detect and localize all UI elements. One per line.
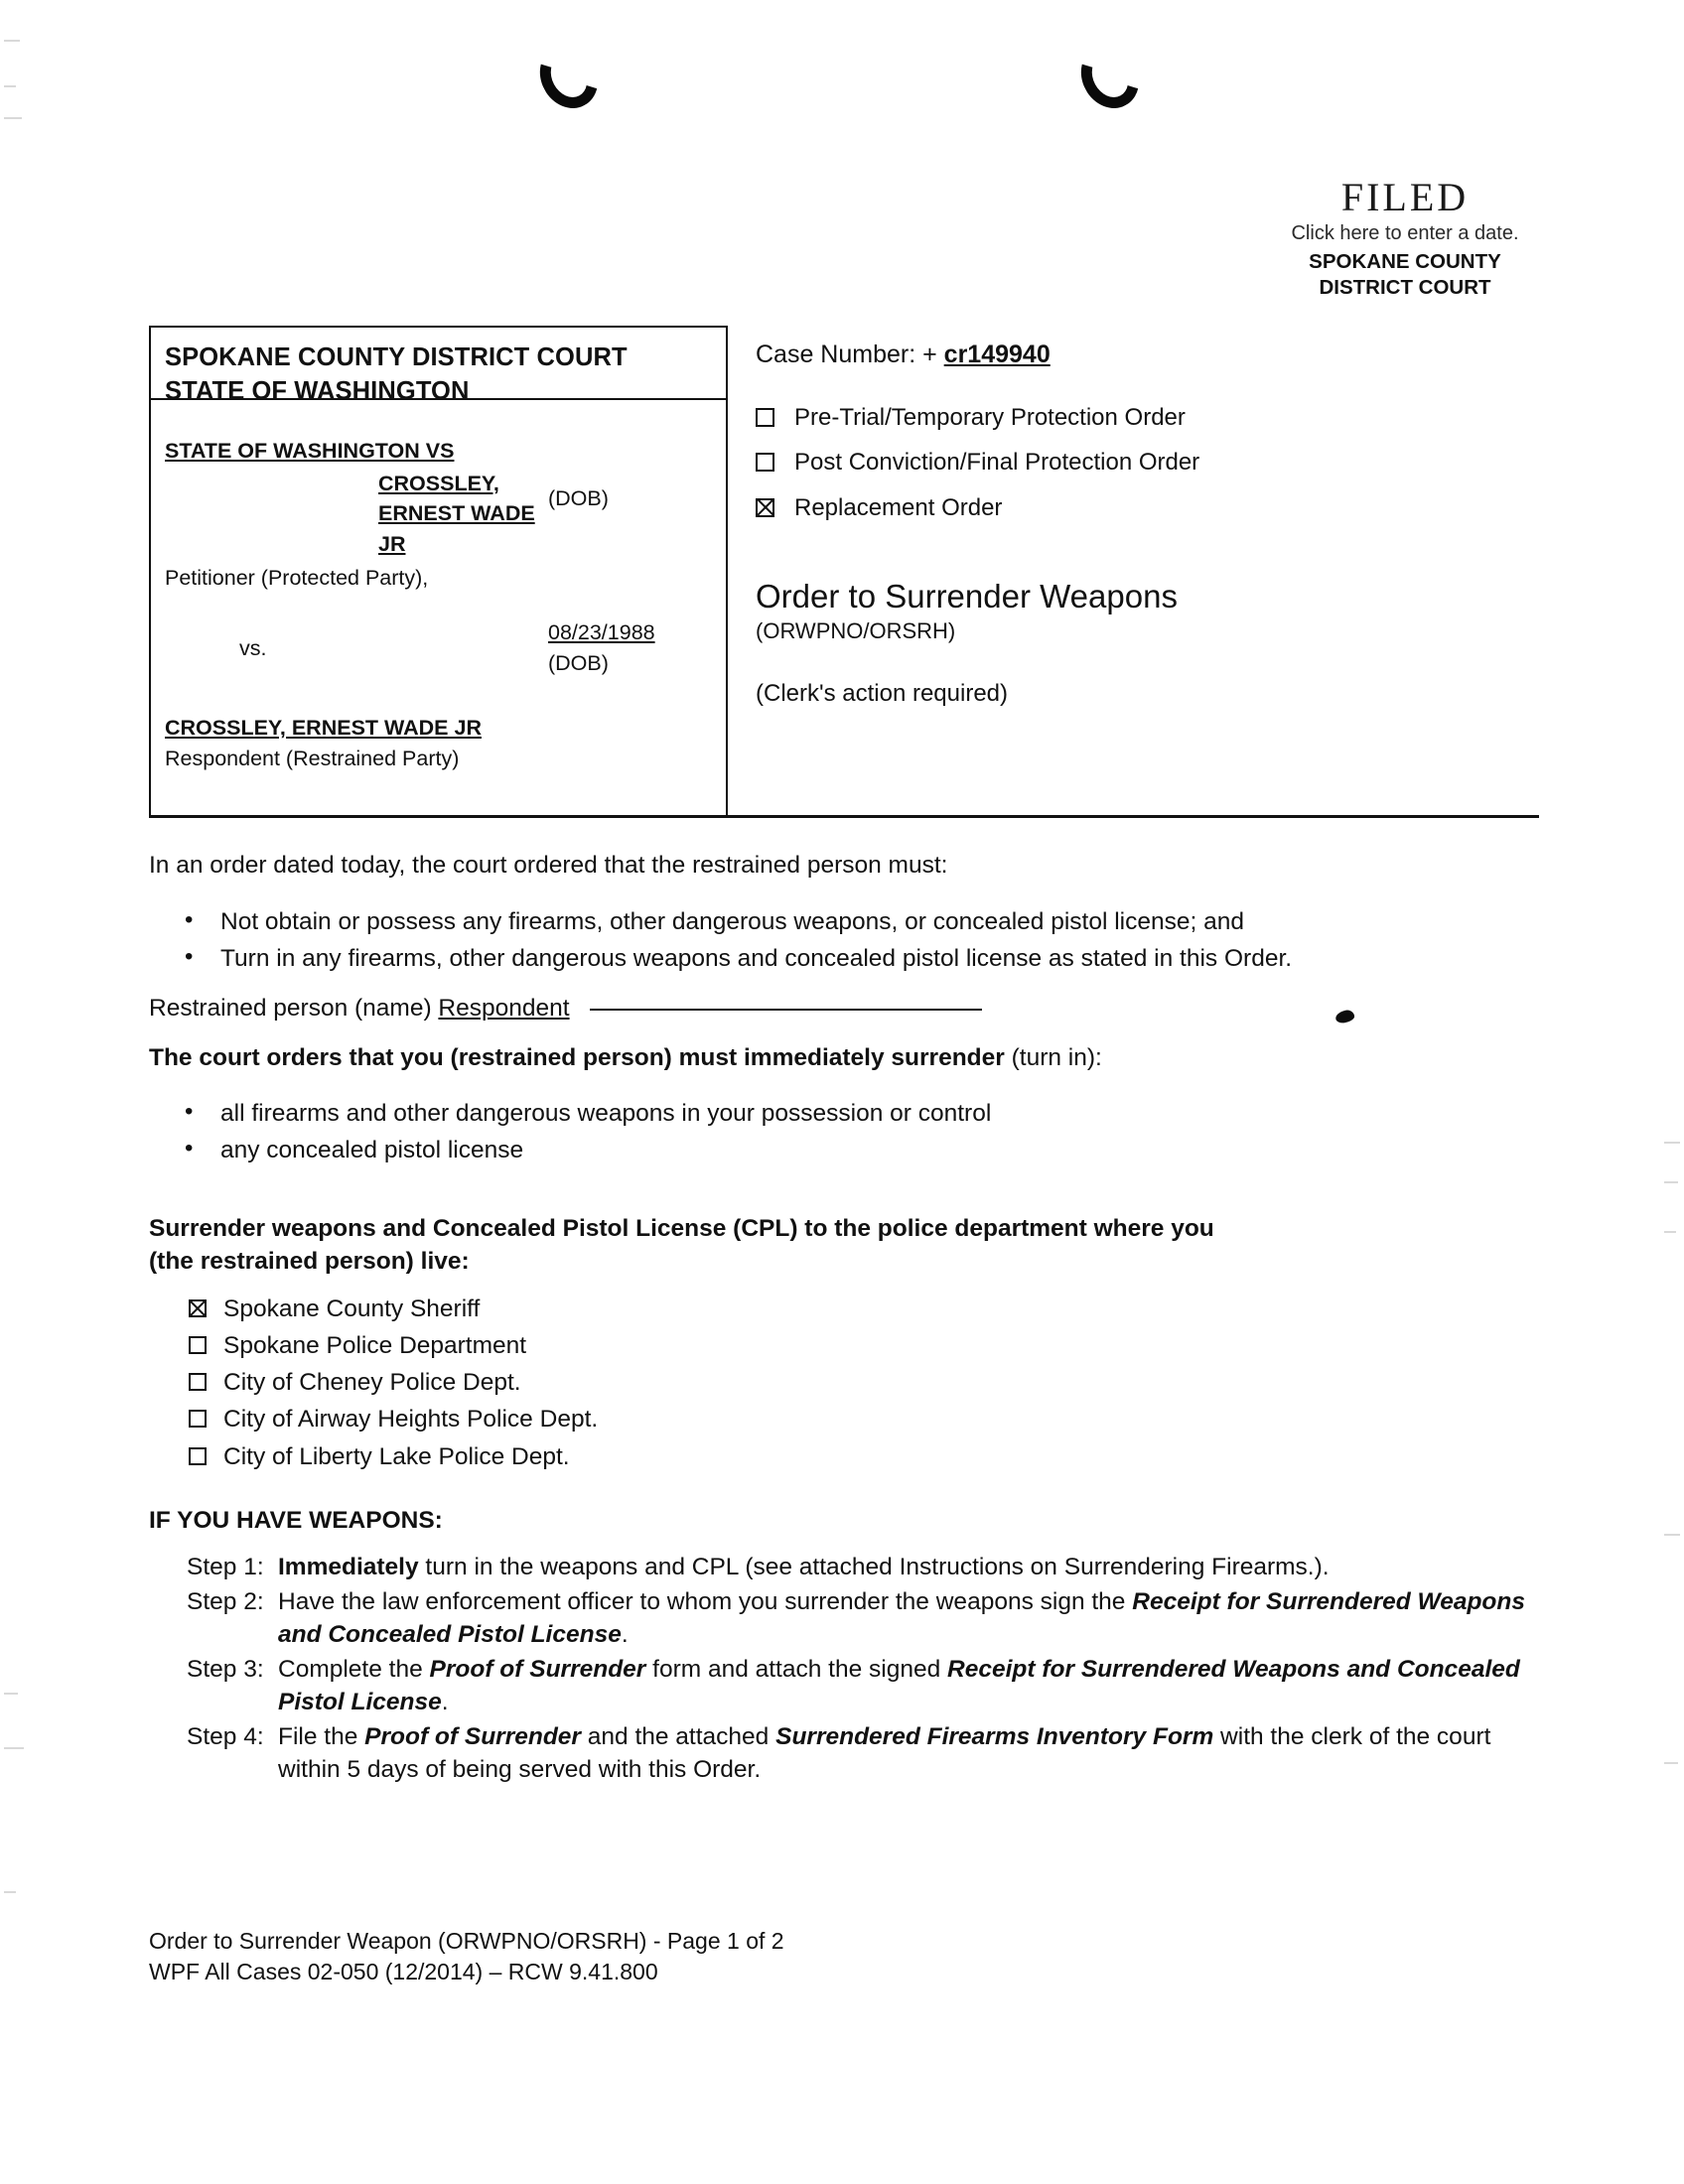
court-title-line1: SPOKANE COUNTY DISTRICT COURT [165,343,628,371]
department-option-liberty-lake-police-dept[interactable] [189,1438,1559,1475]
checkbox-unchecked-icon[interactable] [756,453,774,472]
step-part: Receipt for Surrendered Weapons and Concealed Pistol License [278,1588,1525,1649]
scan-edge-speck [1664,1762,1678,1764]
department-option-spokane-police-department[interactable] [189,1327,1559,1364]
order-type-label: Pre-Trial/Temporary Protection Order [794,404,1186,431]
petitioner-dob-label: (DOB) [548,486,609,510]
step-part: Have the law enforcement officer to whom you surrender the weapons sign the [278,1588,1133,1615]
court-title-line2: STATE OF WASHINGTON [165,376,470,405]
step-text [278,1551,1559,1583]
petitioner-header: STATE OF WASHINGTON VS [165,439,455,463]
order-type-option-pretrial[interactable] [756,399,1539,437]
restrained-person-label: Restrained person (name) [149,995,432,1023]
step-label: Step 2: [187,1588,264,1615]
department-heading [149,1212,1559,1279]
department-heading-line2: (the restrained person) live: [149,1248,470,1276]
step-part: Complete the [278,1656,430,1684]
list-item: • all firearms and other dangerous weapons in your possession or control [149,1097,1559,1131]
petitioner-name-line: ERNEST WADE [378,501,535,526]
step-part: and the attached [580,1723,776,1751]
scan-edge-speck [4,1747,24,1749]
step-text [278,1720,1559,1786]
step-row [187,1720,1559,1786]
court-title-block [151,328,726,405]
step-row [187,1585,1559,1651]
steps-list [187,1551,1559,1786]
step-part: Immediately [278,1553,419,1580]
petitioner-name-line: CROSSLEY, [378,471,499,495]
caption-right-cell [728,326,1539,817]
document-title: Order to Surrender Weapons [756,578,1178,615]
scan-edge-speck [4,40,20,42]
scan-edge-speck [1664,1534,1680,1536]
checkbox-unchecked-icon[interactable] [189,1447,207,1465]
page-footer [149,1926,784,1987]
checkbox-unchecked-icon[interactable] [189,1336,207,1354]
case-number-value[interactable]: cr149940 [943,341,1051,368]
checkbox-unchecked-icon[interactable] [189,1373,207,1391]
filed-label: FILED [1340,175,1470,219]
list-item: • Not obtain or possess any firearms, other dangerous weapons, or concealed pistol license; and [149,905,1559,939]
surrender-directive-bold: The court orders that you (restrained person) must immediately surrender [149,1044,1005,1072]
step-label: Step 1: [187,1553,264,1580]
restrained-person-line [149,995,1559,1023]
filed-stamp-block [1201,177,1609,301]
surrender-directive-regular: (turn in): [1004,1044,1102,1072]
list-item: • any concealed pistol license [149,1134,1559,1167]
scan-edge-speck [4,117,22,119]
respondent-dob-block [548,617,655,678]
checkbox-unchecked-icon[interactable] [189,1410,207,1428]
department-option-cheney-police-dept[interactable] [189,1364,1559,1401]
step-label: Step 4: [187,1723,264,1751]
department-label: City of Cheney Police Dept. [223,1369,521,1397]
footer-line1: Order to Surrender Weapon (ORWPNO/ORSRH) - Page 1 of 2 [149,1928,784,1954]
department-heading-line1: Surrender weapons and Concealed Pistol License (CPL) to the police department where you [149,1215,1214,1243]
scan-edge-speck [1664,1231,1676,1233]
weapons-section-heading: IF YOU HAVE WEAPONS: [149,1506,443,1534]
step-part: Proof of Surrender [364,1723,581,1751]
step-row [187,1551,1559,1583]
step-part: Receipt for Surrendered Weapons and Concealed Pistol License [278,1656,1520,1716]
document-body [149,849,1559,1788]
parties-block [151,400,726,773]
case-number-label: Case Number: + [756,341,937,368]
document-code: (ORWPNO/ORSRH) [756,618,956,644]
footer-line2: WPF All Cases 02-050 (12/2014) – RCW 9.41.800 [149,1959,658,1985]
step-part: turn in the weapons and CPL (see attached Instructions on Surrendering Firearms.). [418,1553,1330,1580]
respondent-dob-label: (DOB) [548,650,609,675]
checkbox-checked-icon[interactable] [756,498,774,517]
step-label: Step 3: [187,1656,264,1684]
checkbox-unchecked-icon[interactable] [756,408,774,427]
step-part: Proof of Surrender [429,1656,646,1684]
petitioner-name-line: JR [378,531,406,556]
department-option-spokane-county-sheriff[interactable] [189,1291,1559,1327]
department-label: City of Liberty Lake Police Dept. [223,1442,570,1470]
step-row [187,1653,1559,1718]
step-part: . [621,1621,629,1649]
surrender-directive [149,1042,1559,1075]
step-part: with the clerk of the court within 5 days of being served with this Order. [278,1723,1491,1784]
step-part: Surrendered Firearms Inventory Form [775,1723,1214,1751]
order-type-option-postconviction[interactable] [756,444,1539,481]
department-checkbox-list [189,1291,1559,1475]
scan-artifact-crescent-left [529,35,609,119]
caption-bottom-rule [149,815,1539,818]
scan-edge-speck [1664,1142,1680,1144]
department-label: Spokane Police Department [223,1332,527,1359]
filed-county: SPOKANE COUNTY [1309,250,1501,273]
order-type-checkbox-list [756,399,1539,527]
list-item: • Turn in any firearms, other dangerous weapons and concealed pistol license as stated in this Order. [149,942,1559,976]
scan-edge-speck [4,1891,16,1893]
clerk-action-note: (Clerk's action required) [756,679,1009,707]
surrender-bullet-list [149,1097,1559,1166]
order-type-option-replacement[interactable] [756,489,1539,527]
scan-edge-speck [4,1693,18,1695]
department-option-airway-heights-police-dept[interactable] [189,1401,1559,1437]
case-number-line [756,340,1539,369]
step-part: File the [278,1723,365,1751]
step-text [278,1585,1559,1651]
checkbox-checked-icon[interactable] [189,1299,207,1317]
department-label: Spokane County Sheriff [223,1295,481,1322]
case-caption [149,326,1539,817]
fill-in-blank-rule[interactable] [590,1009,982,1011]
order-type-label: Post Conviction/Final Protection Order [794,449,1200,477]
respondent-name-wrap [165,713,726,744]
restrained-person-value[interactable]: Respondent [438,995,570,1023]
order-type-label: Replacement Order [794,493,1003,521]
step-text [278,1653,1559,1718]
department-label: City of Airway Heights Police Dept. [223,1406,599,1433]
step-part: . [441,1689,449,1716]
filed-court: DISTRICT COURT [1319,276,1491,300]
respondent-role: Respondent (Restrained Party) [165,746,460,770]
caption-left-cell [149,326,728,817]
versus-label: vs. [239,635,267,660]
scan-edge-speck [1664,1181,1678,1183]
intro-bullet-list [149,905,1559,975]
intro-paragraph: In an order dated today, the court ordered that the restrained person must: [149,852,948,879]
step-part: form and attach the signed [645,1656,948,1684]
scan-edge-speck [4,85,16,87]
respondent-name: CROSSLEY, ERNEST WADE JR [165,716,482,741]
filed-date-placeholder[interactable]: Click here to enter a date. [1291,222,1519,244]
respondent-dob-value: 08/23/1988 [548,620,655,644]
petitioner-role: Petitioner (Protected Party), [165,566,429,591]
scan-artifact-crescent-right [1070,35,1150,119]
